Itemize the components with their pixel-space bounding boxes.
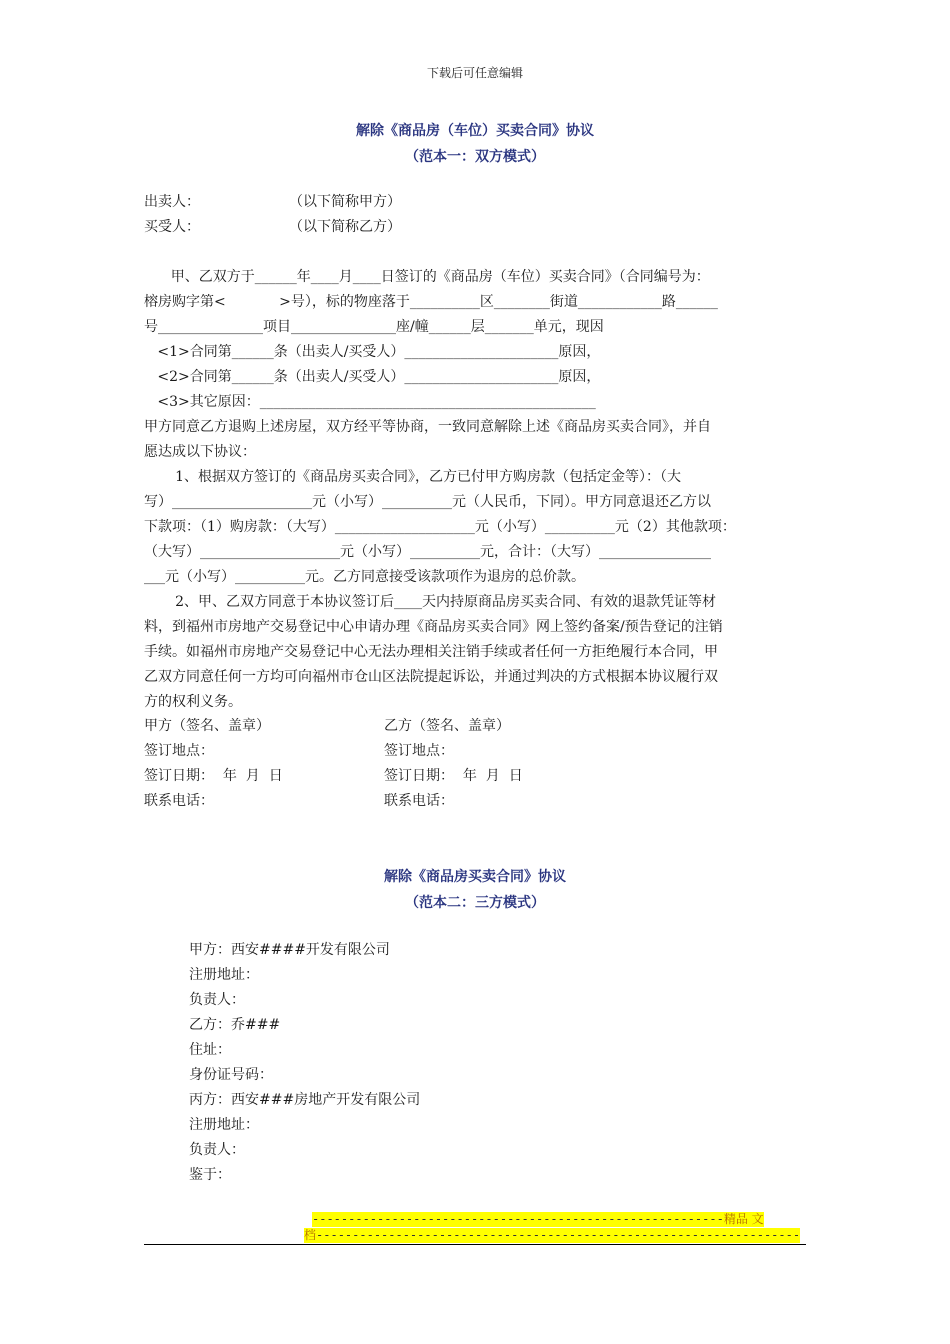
doc1-clause-line: 料，到福州市房地产交易登记中心申请办理《商品房买卖合同》网上签约备案/预告登记的注销 <box>144 619 723 635</box>
doc2-line: 鉴于： <box>189 1167 231 1183</box>
doc1-title: 解除《商品房（车位）买卖合同》协议 <box>356 123 594 139</box>
doc2-line: 负责人： <box>189 992 245 1008</box>
doc1-reason-line: <3>其它原因：________________________________________________ <box>144 394 596 410</box>
party-b-sign-date: 签订日期： 年 月 日 <box>384 768 523 784</box>
party-a-phone: 联系电话： <box>144 793 214 809</box>
doc1-paragraph-line: 甲方同意乙方退购上述房屋，双方经平等协商，一致同意解除上述《商品房买卖合同》，并自 <box>144 419 711 435</box>
party-a-sign-place: 签订地点： <box>144 743 214 759</box>
doc1-clause-line: ___元（小写）__________元。乙方同意接受该款项作为退房的总价款。 <box>144 569 585 585</box>
footer-tag: 精品 文 <box>723 1212 764 1226</box>
footer-dashes: --------------------------------------------------------- <box>312 1212 724 1226</box>
doc2-line: 身份证号码： <box>189 1067 273 1083</box>
doc2-title: 解除《商品房买卖合同》协议 <box>384 869 566 885</box>
doc1-clause-line: 下款项：（1）购房款：（大写）____________________元（小写）__________元（2）其他款项： <box>144 519 736 535</box>
doc2-subtitle: （范本二：三方模式） <box>405 895 545 911</box>
doc1-clause-line: 1、根据双方签订的《商品房买卖合同》，乙方已付甲方购房款（包括定金等）：（大 <box>144 469 682 485</box>
footer-dashes: ------------------------------------------------------------------- <box>316 1228 801 1242</box>
party-b-sign-place: 签订地点： <box>384 743 454 759</box>
doc1-clause-line: （大写）____________________元（小写）__________元，合计：（大写）________________ <box>144 544 711 560</box>
footer-watermark-line2 <box>304 1228 800 1243</box>
buyer-line: 买受人： （以下简称乙方） <box>144 219 402 235</box>
footer-watermark-line1 <box>312 1212 764 1227</box>
doc1-paragraph-line: 愿达成以下协议： <box>144 444 256 460</box>
page-header: 下载后可任意编辑 <box>426 66 523 80</box>
doc2-line: 注册地址： <box>189 967 259 983</box>
doc2-party-b: 乙方：乔### <box>189 1017 281 1033</box>
doc1-paragraph-line: 号_______________项目_______________座/幢______层_______单元，现因 <box>144 319 604 335</box>
doc1-reason-line: <2>合同第______条（出卖人/买受人）______________________原因， <box>144 369 601 385</box>
party-b-phone: 联系电话： <box>384 793 454 809</box>
party-a-sign-date: 签订日期： 年 月 日 <box>144 768 283 784</box>
doc1-paragraph-line: 榕房购字第< >号），标的物座落于__________区________街道____________路______ <box>144 294 718 310</box>
doc2-party-a: 甲方：西安####开发有限公司 <box>189 942 390 958</box>
doc1-clause-line: 2、甲、乙双方同意于本协议签订后____天内持原商品房买卖合同、有效的退款凭证等材 <box>144 594 717 610</box>
party-a-signature: 甲方（签名、盖章） <box>144 718 270 734</box>
doc1-clause-line: 乙双方同意任何一方均可向福州市仓山区法院提起诉讼，并通过判决的方式根据本协议履行双 <box>144 669 718 685</box>
doc1-clause-line: 方的权利义务。 <box>144 694 242 710</box>
doc1-paragraph-line: 甲、乙双方于______年____月____日签订的《商品房（车位）买卖合同》（合同编号为： <box>144 269 710 285</box>
doc1-subtitle: （范本一：双方模式） <box>405 149 545 165</box>
doc2-line: 负责人： <box>189 1142 245 1158</box>
doc1-clause-line: 手续。如福州市房地产交易登记中心无法办理相关注销手续或者任何一方拒绝履行本合同，甲 <box>144 644 718 660</box>
doc1-clause-line: 写）____________________元（小写）__________元（人民币，下同）。甲方同意退还乙方以 <box>144 494 711 510</box>
footer-divider <box>144 1244 806 1245</box>
seller-line: 出卖人： （以下简称甲方） <box>144 194 402 210</box>
footer-tag: 档 <box>304 1228 317 1242</box>
doc2-line: 住址： <box>189 1042 231 1058</box>
doc2-party-c: 丙方：西安###房地产开发有限公司 <box>189 1092 421 1108</box>
doc1-reason-line: <1>合同第______条（出卖人/买受人）______________________原因， <box>144 344 601 360</box>
doc2-line: 注册地址： <box>189 1117 259 1133</box>
party-b-signature: 乙方（签名、盖章） <box>384 718 510 734</box>
